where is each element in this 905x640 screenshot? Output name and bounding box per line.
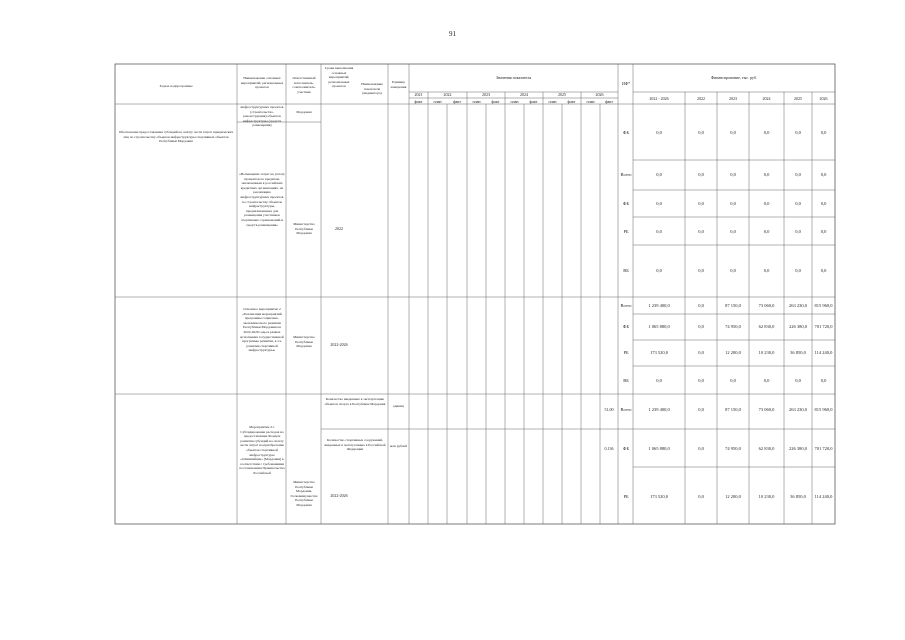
header-values-title: Значения показателя [495,76,532,80]
finance-cell: 0,0 [763,268,770,273]
finance-cell: 0,0 [698,229,704,234]
finance-row [0,324,905,330]
plan-fact-label: факт [567,99,576,104]
header-indicator-name: Наименование показателя (индикатора) [361,82,383,96]
finance-year-2023: 2023 [729,96,737,101]
finance-cell: 226 380,0 [789,324,807,329]
finance-cell: 114 240,0 [814,350,833,355]
finance-cell: 815 960,0 [814,407,833,412]
finance-cell: 0,0 [795,130,801,135]
funding-source-code: ВБ [623,378,629,383]
finance-cell: 87 150,0 [725,407,741,412]
finance-row [0,407,905,413]
indicator-year-2022: 2022 [443,92,452,97]
funding-source-code: ФБ [622,130,630,135]
finance-cell: 0,0 [795,201,801,206]
finance-cell: 62 830,0 [758,446,775,451]
finance-year-2024: 2024 [762,96,771,101]
finance-cell: 0,0 [698,494,704,499]
finance-cell: 173 520,0 [650,494,668,499]
finance-cell: 701 720,0 [814,324,833,329]
funding-source-code: ФБ [622,201,630,206]
finance-cell: 0,0 [698,446,704,451]
section3-indicator1-name: Количество введенных в эксплуатацию объектов спорта в Республике Мордовия [324,397,386,406]
finance-cell: 173 520,0 [650,350,668,355]
finance-cell: 12 200,0 [725,494,741,499]
indicator-year-2024: 2024 [520,92,528,97]
section1-top-activity: инфраструктурных проектов (строительство, реконструкция) объектов инфраструктуры (средств размещения) [240,105,284,128]
finance-cell: 0,0 [698,407,704,412]
header-finance-title: Финансирование, тыс. руб. [710,76,758,80]
finance-year-2026: 2026 [819,96,828,101]
finance-cell: 0,0 [698,350,704,355]
finance-cell: 73 060,0 [758,303,775,308]
funding-source-code: ФБ [622,324,630,329]
finance-cell: 0,0 [698,130,704,135]
finance-cell: 1 065 880,0 [648,324,670,329]
section3-indicator2-unit: млн рублей [390,444,407,448]
finance-cell: 0,0 [820,172,827,177]
finance-row [0,494,905,500]
funding-source-code: РБ [623,350,629,355]
header-unit: Единица измерения [390,80,407,89]
finance-cell: 0,0 [730,268,736,273]
finance-cell: 10 230,0 [758,494,775,499]
finance-cell: 0,0 [656,130,662,135]
finance-cell: 0,0 [698,201,704,206]
finance-cell: 815 960,0 [814,303,833,308]
finance-cell: 10 230,0 [758,350,775,355]
finance-cell: 0,0 [698,172,704,177]
indicator-year-2026: 2026 [595,92,604,97]
header-deadline: Сроки выполнения основных мероприятий, региональных проектов [324,66,354,89]
finance-cell: 701 720,0 [814,446,833,451]
section3-deadline: 2022-2026 [330,494,348,498]
finance-cell: 1 239 400,0 [648,303,670,308]
section2-responsible: Министерство Республики Мордовия [293,335,315,349]
finance-row [0,378,905,384]
finance-cell: 0,0 [656,201,662,206]
finance-cell: 74 950,0 [725,324,741,329]
funding-source-code: Всего [620,172,632,177]
funding-source-code: ФБ [622,446,630,451]
section3-indicator2-name: Количество спортивных сооружений, введенных в эксплуатацию в Российской Федерации [324,438,386,452]
finance-cell: 0,0 [795,172,801,177]
finance-cell: 0,0 [656,229,662,234]
finance-cell: 12 200,0 [725,350,741,355]
section2-activity: Основное мероприятие 2 «Реализация мероприятий программы социально-экономического развития Республики Мордовия на 2022-2026 годы в рамках исполнения государственной программы развития, в т.ч. развития спортивной инфраструктуры» [240,307,284,353]
funding-source-code: ВБ [623,268,629,273]
finance-cell: 1 239 400,0 [648,407,670,412]
finance-cell: 0,0 [730,172,736,177]
funding-source-code: Всего [620,407,632,412]
section3-indicator1-value: 51,00 [604,407,614,412]
finance-cell: 0,0 [795,268,801,273]
finance-cell: 0,0 [730,201,736,206]
funding-source-code: РБ [623,229,629,234]
plan-fact-label: факт [414,99,423,104]
plan-fact-label: план [472,99,481,104]
finance-cell: 0,0 [820,201,827,206]
finance-cell: 0,0 [763,229,770,234]
section1-deadline: 2022 [335,227,343,231]
finance-cell: 0,0 [698,303,704,308]
section1-top-responsible: Мордовия [296,110,312,114]
finance-cell: 263 230,0 [789,407,807,412]
finance-cell: 0,0 [656,172,662,177]
finance-row [0,130,905,136]
plan-fact-label: факт [529,99,538,104]
finance-row [0,172,905,178]
header-source-code: ИФ* [621,82,631,86]
finance-row [0,303,905,309]
finance-cell: 0,0 [820,130,827,135]
finance-cell: 73 060,0 [758,407,775,412]
finance-cell: 87 150,0 [725,303,741,308]
finance-cell: 0,0 [730,130,736,135]
finance-cell: 0,0 [698,268,704,273]
finance-cell: 0,0 [820,378,827,383]
finance-cell: 0,0 [795,378,801,383]
funding-source-code: РБ [623,494,629,499]
finance-cell: 0,0 [763,378,770,383]
section1-task: Обеспечение предоставления субсидий на оплату части затрат юридических лиц по строительству объектов инфраструктуры спортивных объектов Республики Мордовия [118,130,234,144]
finance-row [0,201,905,207]
finance-row [0,268,905,274]
finance-cell: 0,0 [698,324,704,329]
finance-cell: 0,0 [820,229,827,234]
plan-fact-label: план [433,99,442,104]
finance-cell: 0,0 [795,229,801,234]
finance-row [0,229,905,235]
finance-cell: 1 065 880,0 [648,446,670,451]
section3-indicator1-unit: единиц [393,404,404,408]
finance-cell: 62 830,0 [758,324,775,329]
indicator-year-2025: 2025 [558,92,566,97]
finance-row [0,350,905,356]
finance-row [0,446,905,452]
indicator-year-2023: 2023 [482,92,490,97]
finance-cell: 0,0 [698,378,704,383]
finance-cell: 114 240,0 [814,494,833,499]
finance-cell: 0,0 [763,172,770,177]
finance-cell: 226 380,0 [789,446,807,451]
header-task: Задача подпрограммы [159,84,193,88]
section1-responsible: Министерство Республики Мордовия [293,222,315,236]
finance-year-2022: 2022 [697,96,705,101]
finance-cell: 0,0 [763,130,770,135]
plan-fact-label: факт [452,99,461,104]
header-responsible: Ответственный исполнитель, соисполнитель, участник [292,76,316,94]
plan-fact-label: факт [491,99,500,104]
finance-year-total: 2022 - 2026 [649,96,669,101]
section2-deadline: 2022-2026 [330,343,348,347]
finance-cell: 0,0 [730,378,736,383]
plan-fact-label: план [586,99,595,104]
plan-fact-label: план [510,99,519,104]
finance-cell: 74 950,0 [725,446,741,451]
header-activity: Наименование основных мероприятий, региональных проектов [240,76,284,90]
finance-cell: 0,0 [656,378,662,383]
section3-indicator2-value: 0,136 [604,446,614,451]
plan-fact-label: план [548,99,557,104]
section1-activity: «Возмещение затрат на уплату процентов по кредитам, заключенным в российских кредитных организациях, на реализацию инфраструктурных проектов по строительству объектов инфраструктуры, предназначенных для размещения участников спортивных соревнований и средств размещения» [239,172,285,227]
finance-cell: 0,0 [763,201,770,206]
finance-cell: 36 850,0 [790,350,806,355]
funding-source-code: Всего [620,303,632,308]
finance-year-2025: 2025 [794,96,802,101]
section3-activity: Мероприятие 2.1 Субсидирование расходов на предоставление Фондом развития субсидий на оплату части затрат на приобретение объектов спортивной инфраструктуры «Олимпийцев» (Мордовия) в соответствии с требованиями постановления Правительства Российской [239,425,285,475]
indicator-year-2021: 2021 [414,92,423,97]
plan-fact-label: факт [604,99,613,104]
section3-responsible: Министерство Республики Мордовия, Госкомимущества Республики Мордовия [290,480,318,507]
finance-cell: 263 230,0 [789,303,807,308]
finance-cell: 0,0 [730,229,736,234]
page-number: 91 [449,30,456,38]
finance-cell: 0,0 [820,268,827,273]
finance-cell: 0,0 [656,268,662,273]
finance-cell: 36 850,0 [790,494,806,499]
